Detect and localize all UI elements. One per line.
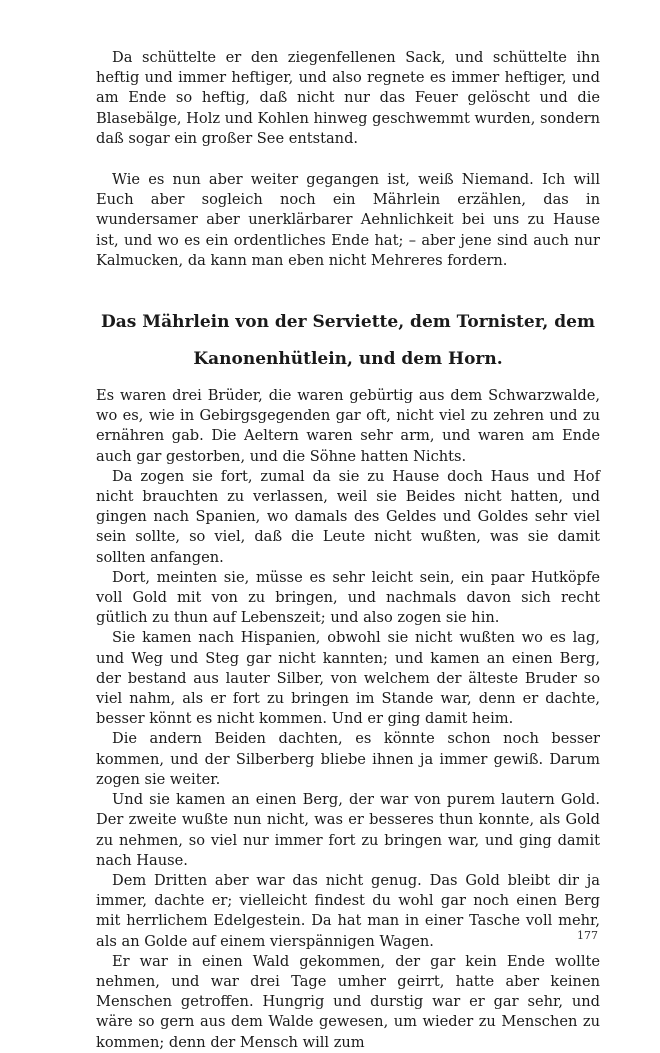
story-paragraph-8: Er war in einen Wald gekommen, der gar kein Ende wollte nehmen, und war drei Tage umher geirrt, hatte aber keinen Menschen getroffen. Hungrig und durstig war er gar sehr, und wäre so gern aus dem Walde gewesen, um wieder zu Menschen zu kommen; denn der Mensch will zum — [96, 952, 600, 1051]
story-paragraph-3: Dort, meinten sie, müsse es sehr leicht sein, ein paar Hutköpfe voll Gold mit von zu bringen, und nachmals davon sich recht gütlich zu thun auf Lebenszeit; und also zogen sie hin. — [96, 568, 600, 627]
story-paragraph-4: Sie kamen nach Hispanien, obwohl sie nicht wußten wo es lag, und Weg und Steg gar nicht kannten; und kamen an einen Berg, der bestand aus lauter Silber, von welchem der älteste Bruder so viel nahm, als er fort zu bringen im Stande war, denn er dachte, besser könnt es nicht kommen. Und er ging damit heim. — [96, 629, 600, 728]
intro-paragraph-2: Wie es nun aber weiter gegangen ist, weiß Niemand. Ich will Euch aber sogleich noch ein Mährlein erzählen, das in wundersamer aber unerklärbarer Aehnlichkeit bei uns zu Hause ist, und wo es ein ordentliches Ende hat; – aber jene sind auch nur Kalmucken, da kann man eben nicht Mehreres fordern. — [96, 171, 600, 269]
paragraph-gap — [96, 149, 600, 170]
story-paragraph-5: Die andern Beiden dachten, es könnte schon noch besser kommen, und der Silberberg bliebe ihnen ja immer gewiß. Darum zogen sie weiter. — [96, 730, 600, 788]
story-paragraph-6: Und sie kamen an einen Berg, der war von purem lautern Gold. Der zweite wußte nun nicht, was er besseres thun konnte, als Gold zu nehmen, so viel nur immer fort zu bringen war, und ging damit nach Hause. — [96, 791, 600, 869]
story-paragraph-2: Da zogen sie fort, zumal da sie zu Hause doch Haus und Hof nicht brauchten zu verlassen, weil sie Beides nicht hatten, und gingen nach Spanien, wo damals des Geldes und Goldes sehr viel sein sollte, so viel, daß die Leute nicht wußten, was sie damit sollten anfangen. — [96, 467, 600, 566]
page-number: 177 — [577, 929, 598, 942]
story-title — [96, 304, 600, 378]
story-title-line-1: Das Mährlein von der Serviette, dem Tornister, dem — [101, 312, 595, 333]
story-paragraph-1: Es waren drei Brüder, die waren gebürtig aus dem Schwarzwalde, wo es, wie in Gebirgsgegenden gar oft, nicht viel zu zehren und zu ernähren gab. Die Aeltern waren sehr arm, und waren am Ende auch gar gestorben, und die Söhne hatten Nichts. — [96, 387, 600, 465]
page-body — [96, 48, 600, 1053]
story-title-line-2: Kanonenhütlein, und dem Horn. — [193, 349, 503, 370]
intro-paragraph-1: Da schüttelte er den ziegenfellenen Sack, und schüttelte ihn heftig und immer heftiger, und also regnete es immer heftiger, und am Ende so heftig, daß nicht nur das Feuer gelöscht und die Blasebälge, Holz und Kohlen hinweg geschwemmt wurden, sondern daß sogar ein großer See entstand. — [96, 49, 600, 147]
story-paragraph-7: Dem Dritten aber war das nicht genug. Das Gold bleibt dir ja immer, dachte er; vielleicht findest du wohl gar noch einen Berg mit herrlichem Edelgestein. Da hat man in einer Tasche voll mehr, als an Golde auf einem vierspännigen Wagen. — [96, 871, 600, 950]
